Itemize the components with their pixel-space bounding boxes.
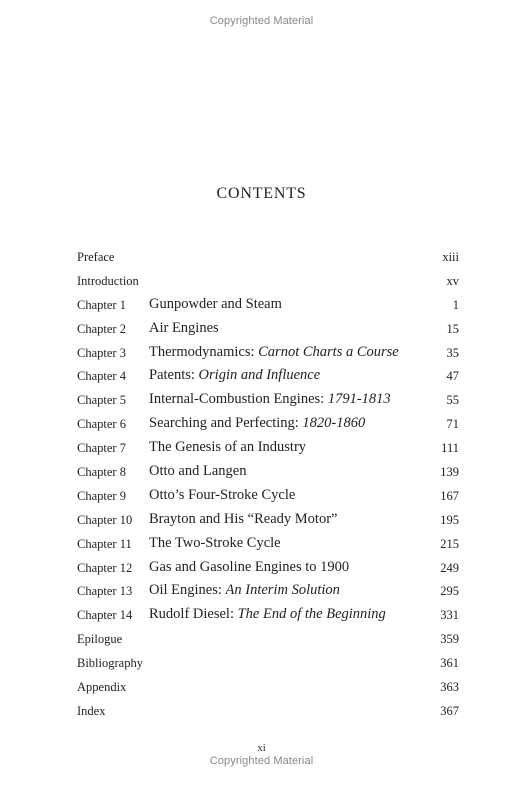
toc-entry-title-italic: 1791-1813 [327, 391, 391, 408]
toc-entry-page: xv [446, 273, 459, 288]
toc-entry-title-main: Air Engines [149, 319, 219, 336]
toc-entry-title-main: Brayton and His “Ready Motor” [149, 510, 338, 527]
toc-entry-label: Chapter 9 [77, 488, 126, 503]
toc-entry [77, 606, 459, 630]
watermark-bottom: Copyrighted Material [209, 755, 314, 767]
toc-entry-page: 295 [440, 584, 459, 599]
toc-entry-page: 111 [441, 441, 459, 456]
toc-entry [77, 344, 459, 368]
toc-entry-label: Chapter 14 [77, 608, 133, 623]
toc-entry-title-main: Oil Engines: [149, 582, 226, 599]
toc-entry-title-main: Thermodynamics: [149, 343, 259, 360]
toc-entry-label: Chapter 7 [77, 441, 126, 456]
toc-entry-title-main: Rudolf Diesel: [149, 606, 238, 623]
toc-entry [77, 511, 459, 535]
toc-entry-page: 215 [440, 536, 459, 551]
toc-entry-label: Introduction [77, 273, 139, 288]
toc-entry-page: 367 [440, 703, 459, 718]
toc-entry [77, 296, 459, 320]
toc-entry-label: Chapter 3 [77, 345, 126, 360]
toc-entry-title [149, 582, 340, 599]
toc-entry-title [149, 511, 337, 528]
toc-entry-title [149, 463, 246, 480]
toc-entry-label: Chapter 6 [77, 417, 126, 432]
toc-entry-label: Chapter 11 [77, 536, 132, 551]
toc-entry-title-main: Otto and Langen [149, 463, 247, 480]
toc-entry-title-italic: Origin and Influence [198, 367, 321, 384]
toc-entry-page: 195 [440, 512, 459, 527]
toc-entry [77, 678, 459, 702]
toc-entry-title-main: The Two-Stroke Cycle [149, 534, 281, 551]
toc-entry [77, 320, 459, 344]
toc-entry-page: 15 [446, 321, 459, 336]
toc-entry [77, 367, 459, 391]
toc-entry-title [149, 415, 365, 432]
toc-entry-label: Appendix [77, 680, 127, 695]
toc-entry-page: 1 [452, 297, 459, 312]
toc-entry-label: Chapter 12 [77, 560, 133, 575]
page-title: CONTENTS [216, 185, 307, 202]
toc-entry-title [149, 320, 219, 337]
toc-entry [77, 439, 459, 463]
toc-entry-title [149, 535, 281, 552]
toc-entry [77, 630, 459, 654]
toc-entry [77, 535, 459, 559]
toc-entry-title-italic: An Interim Solution [225, 582, 340, 599]
toc-entry-label: Chapter 2 [77, 321, 126, 336]
toc-entry-title-main: Gunpowder and Steam [149, 295, 282, 312]
toc-entry-label: Bibliography [77, 656, 143, 671]
toc-entry-page: 139 [440, 465, 459, 480]
toc-entry [77, 391, 459, 415]
toc-entry-page: 249 [440, 560, 459, 575]
toc-entry-title-main: The Genesis of an Industry [149, 439, 307, 456]
toc-entry-page: 71 [446, 417, 459, 432]
toc-entry-label: Chapter 13 [77, 584, 133, 599]
table-of-contents [77, 248, 459, 726]
toc-entry-page: 167 [440, 488, 459, 503]
toc-entry-title [149, 296, 282, 313]
toc-entry-label: Chapter 5 [77, 393, 126, 408]
toc-entry-page: 359 [440, 632, 459, 647]
toc-entry-page: 47 [446, 369, 459, 384]
toc-entry-title-italic: Carnot Charts a Course [258, 343, 399, 360]
toc-entry-title [149, 391, 391, 408]
toc-entry [77, 654, 459, 678]
toc-entry-label: Chapter 4 [77, 369, 126, 384]
toc-entry-label: Epilogue [77, 632, 123, 647]
toc-entry-title-italic: 1820-1860 [302, 415, 366, 432]
toc-entry-title [149, 559, 349, 576]
toc-entry-label: Preface [77, 250, 115, 264]
toc-entry-label: Index [77, 703, 106, 718]
toc-entry [77, 272, 459, 296]
toc-entry-page: 35 [446, 345, 459, 360]
toc-entry-page: 361 [440, 656, 459, 671]
toc-entry-title [149, 606, 386, 623]
toc-entry-page: xiii [442, 250, 459, 264]
toc-entry [77, 415, 459, 439]
toc-entry-title-main: Patents: [149, 367, 199, 384]
toc-entry [77, 463, 459, 487]
toc-entry-title-italic: The End of the Beginning [237, 606, 386, 623]
toc-entry-label: Chapter 1 [77, 297, 126, 312]
watermark-top: Copyrighted Material [209, 15, 314, 27]
toc-entry-page: 363 [440, 680, 459, 695]
toc-entry-title-main: Searching and Perfecting: [149, 415, 303, 432]
toc-entry [77, 248, 459, 272]
toc-entry-page: 331 [440, 608, 459, 623]
toc-entry-title-main: Otto’s Four-Stroke Cycle [149, 486, 296, 503]
toc-entry-title-main: Internal-Combustion Engines: [149, 391, 328, 408]
page-number: xi [257, 742, 266, 754]
toc-entry-label: Chapter 8 [77, 465, 126, 480]
toc-entry [77, 559, 459, 583]
toc-entry [77, 487, 459, 511]
toc-entry-title [149, 439, 306, 456]
toc-entry-page: 55 [446, 393, 459, 408]
toc-entry-title [149, 367, 320, 384]
toc-entry [77, 702, 459, 726]
toc-entry [77, 582, 459, 606]
toc-entry-title [149, 487, 295, 504]
toc-entry-title-main: Gas and Gasoline Engines to 1900 [149, 558, 350, 575]
toc-entry-title [149, 344, 399, 361]
toc-entry-label: Chapter 10 [77, 512, 133, 527]
